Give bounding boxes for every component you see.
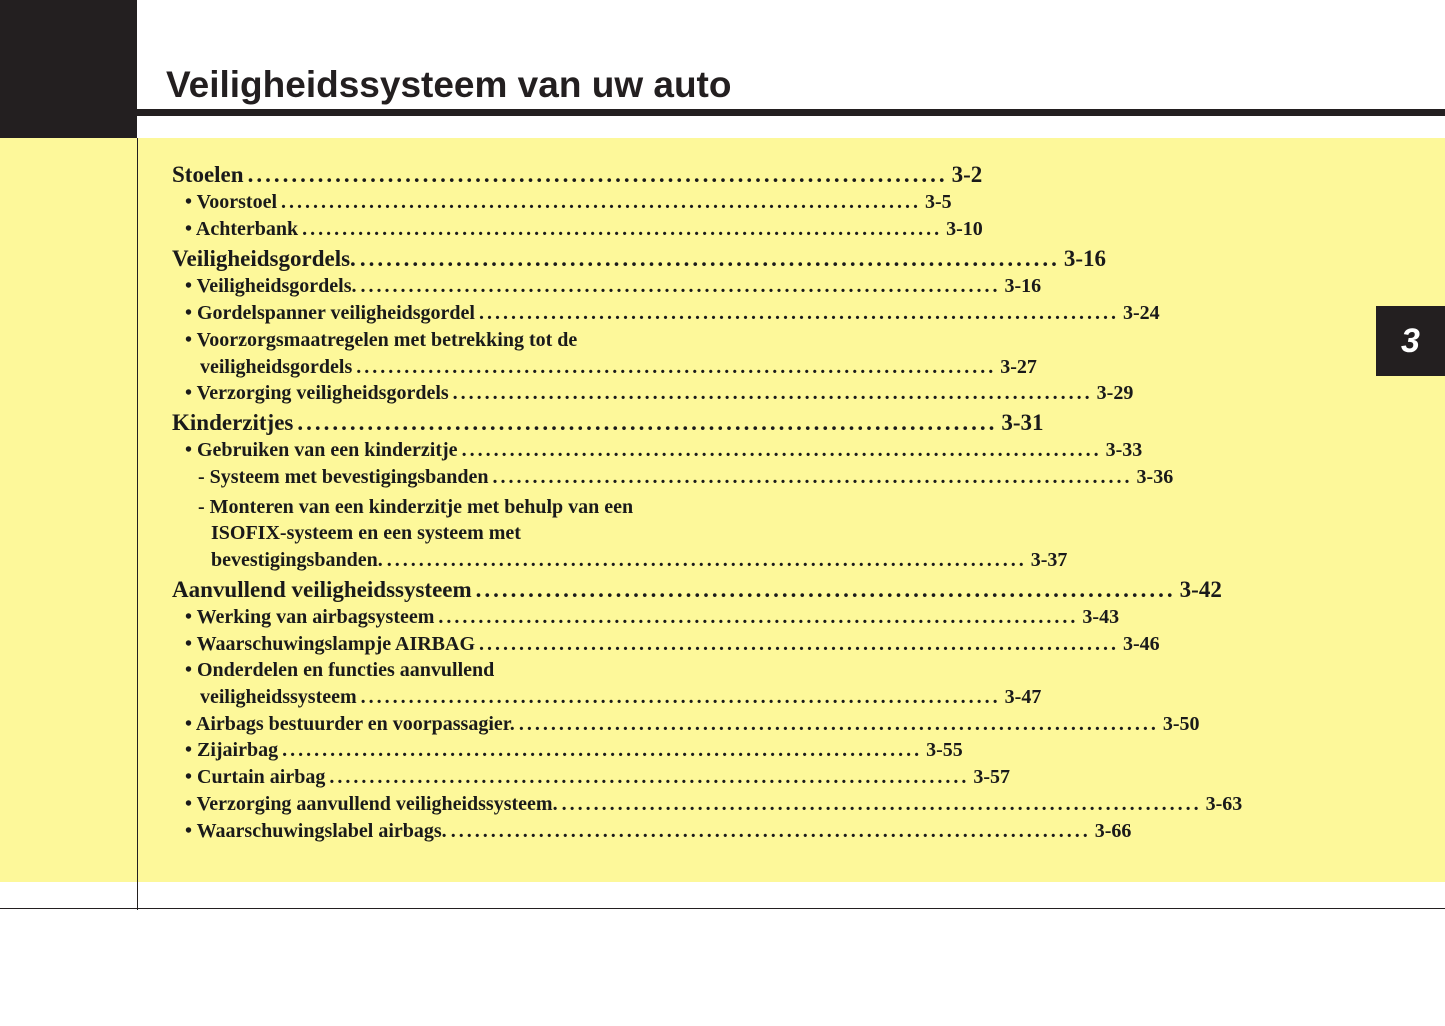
page-title: Veiligheidssysteem van uw auto — [166, 64, 732, 105]
toc-entry-monteren-isofix[interactable] — [198, 494, 728, 520]
toc-entry-label: • Voorstoel — [185, 191, 278, 213]
toc-entry-voorzorgsmaatregelen-cont[interactable] — [200, 354, 1037, 380]
toc-entry-label: Veiligheidsgordels. — [172, 246, 356, 271]
toc-entry-waarschuwingslabel[interactable] — [185, 818, 1132, 844]
toc-entry-page: 3-29 — [1096, 382, 1134, 404]
toc-entry-page: 3-16 — [1004, 275, 1042, 297]
toc-entry-voorstoel[interactable] — [185, 189, 952, 215]
toc-entry-label: • Curtain airbag — [185, 766, 326, 788]
toc-entry-stoelen[interactable] — [172, 161, 983, 189]
dot-leader: ................................................................................ — [356, 356, 997, 378]
toc-entry-kinderzitjes[interactable] — [172, 409, 1044, 437]
toc-entry-label: ISOFIX-systeem en een systeem met — [211, 522, 521, 544]
dot-leader: ................................................................................ — [247, 162, 948, 187]
toc-entry-label: • Onderdelen en functies aanvullend — [185, 659, 495, 681]
left-divider — [137, 138, 138, 910]
toc-entry-label: bevestigingsbanden. — [211, 549, 383, 571]
toc-entry-label: • Waarschuwingslampje AIRBAG — [185, 633, 476, 655]
toc-entry-page: 3-2 — [951, 162, 983, 187]
toc-entry-monteren-isofix-cont[interactable] — [211, 520, 728, 546]
toc-entry-label: • Verzorging veiligheidsgordels — [185, 382, 449, 404]
dot-leader: ................................................................................ — [297, 410, 998, 435]
toc-entry-page: 3-10 — [946, 218, 983, 240]
dot-leader: ................................................................................ — [281, 191, 922, 213]
toc-entry-curtain-airbag[interactable] — [185, 764, 1011, 790]
toc-entry-aanvullend[interactable] — [172, 576, 1222, 604]
toc-entry-label: • Voorzorgsmaatregelen met betrekking tot de — [185, 329, 578, 351]
toc-entry-page: 3-36 — [1136, 466, 1174, 488]
chapter-tab[interactable]: 3 — [1376, 306, 1445, 376]
toc-entry-page: 3-5 — [925, 191, 952, 213]
toc-entry-onderdelen[interactable] — [185, 657, 728, 683]
toc-entry-page: 3-42 — [1179, 577, 1222, 602]
dot-leader: ................................................................................ — [492, 466, 1133, 488]
toc-entry-verzorging-airbag[interactable] — [185, 791, 1243, 817]
dot-leader: ................................................................................ — [438, 606, 1079, 628]
toc-entry-veiligheidsgordels-sub[interactable] — [185, 273, 1042, 299]
toc-entry-page: 3-47 — [1004, 686, 1042, 708]
toc-entry-page: 3-31 — [1001, 410, 1044, 435]
dot-leader: ................................................................................ — [450, 820, 1091, 842]
toc-entry-werking-airbag[interactable] — [185, 604, 1120, 630]
toc-entry-label: • Veiligheidsgordels. — [185, 275, 357, 297]
toc-entry-label: • Werking van airbagsysteem — [185, 606, 435, 628]
toc-entry-label: Kinderzitjes — [172, 410, 294, 435]
toc-entry-page: 3-33 — [1105, 439, 1143, 461]
dot-leader: ................................................................................ — [518, 713, 1159, 735]
toc-entry-label: veiligheidsgordels — [200, 356, 353, 378]
toc-entry-page: 3-50 — [1162, 713, 1200, 735]
dot-leader: ................................................................................ — [329, 766, 970, 788]
toc-entry-label: veiligheidssysteem — [200, 686, 357, 708]
dot-leader: ................................................................................ — [479, 633, 1120, 655]
toc-entry-page: 3-63 — [1205, 793, 1243, 815]
toc-entry-gordelspanner[interactable] — [185, 300, 1160, 326]
toc-entry-label: • Zijairbag — [185, 739, 279, 761]
dot-leader: ................................................................................ — [386, 549, 1027, 571]
toc-entry-label: • Achterbank — [185, 218, 299, 240]
toc-entry-label: - Monteren van een kinderzitje met behulp van een — [198, 496, 634, 518]
corner-block — [0, 0, 137, 138]
toc-entry-label: • Gordelspanner veiligheidsgordel — [185, 302, 475, 324]
toc-entry-page: 3-37 — [1030, 549, 1068, 571]
table-of-contents — [172, 0, 1243, 1026]
toc-entry-label: - Systeem met bevestigingsbanden — [198, 466, 489, 488]
toc-entry-onderdelen-cont[interactable] — [200, 684, 1042, 710]
toc-entry-airbags-bestuurder[interactable] — [185, 711, 1200, 737]
toc-entry-achterbank[interactable] — [185, 216, 983, 242]
toc-entry-waarschuwingslampje[interactable] — [185, 631, 1160, 657]
toc-entry-label: Aanvullend veiligheidssysteem — [172, 577, 472, 602]
toc-entry-page: 3-16 — [1063, 246, 1106, 271]
toc-entry-label: • Airbags bestuurder en voorpassagier. — [185, 713, 515, 735]
dot-leader: ................................................................................ — [452, 382, 1093, 404]
toc-entry-verzorging-gordels[interactable] — [185, 380, 1134, 406]
toc-entry-page: 3-24 — [1122, 302, 1160, 324]
toc-entry-page: 3-27 — [1000, 356, 1037, 378]
toc-entry-monteren-isofix-end[interactable] — [211, 547, 1068, 573]
toc-entry-label: Stoelen — [172, 162, 244, 187]
dot-leader: ................................................................................ — [478, 302, 1119, 324]
dot-leader: ................................................................................ — [302, 218, 943, 240]
dot-leader: ................................................................................ — [282, 739, 923, 761]
toc-entry-page: 3-55 — [926, 739, 963, 761]
dot-leader: ................................................................................ — [360, 686, 1001, 708]
toc-entry-page: 3-66 — [1094, 820, 1132, 842]
toc-entry-page: 3-43 — [1082, 606, 1120, 628]
dot-leader: ................................................................................ — [475, 577, 1176, 602]
toc-entry-page: 3-46 — [1123, 633, 1160, 655]
dot-leader: ................................................................................ — [561, 793, 1202, 815]
toc-entry-label: • Verzorging aanvullend veiligheidssysteem. — [185, 793, 558, 815]
toc-entry-zijairbag[interactable] — [185, 737, 963, 763]
toc-entry-label: • Waarschuwingslabel airbags. — [185, 820, 447, 842]
toc-entry-label: • Gebruiken van een kinderzitje — [185, 439, 458, 461]
dot-leader: ................................................................................ — [360, 275, 1001, 297]
toc-entry-veiligheidsgordels[interactable] — [172, 245, 1106, 273]
toc-entry-page: 3-57 — [973, 766, 1011, 788]
toc-entry-gebruiken-kinderzitje[interactable] — [185, 437, 1143, 463]
dot-leader: ................................................................................ — [461, 439, 1102, 461]
dot-leader: ................................................................................ — [359, 246, 1060, 271]
toc-entry-bevestigingsbanden[interactable] — [198, 464, 1174, 490]
toc-entry-voorzorgsmaatregelen[interactable] — [185, 327, 728, 353]
